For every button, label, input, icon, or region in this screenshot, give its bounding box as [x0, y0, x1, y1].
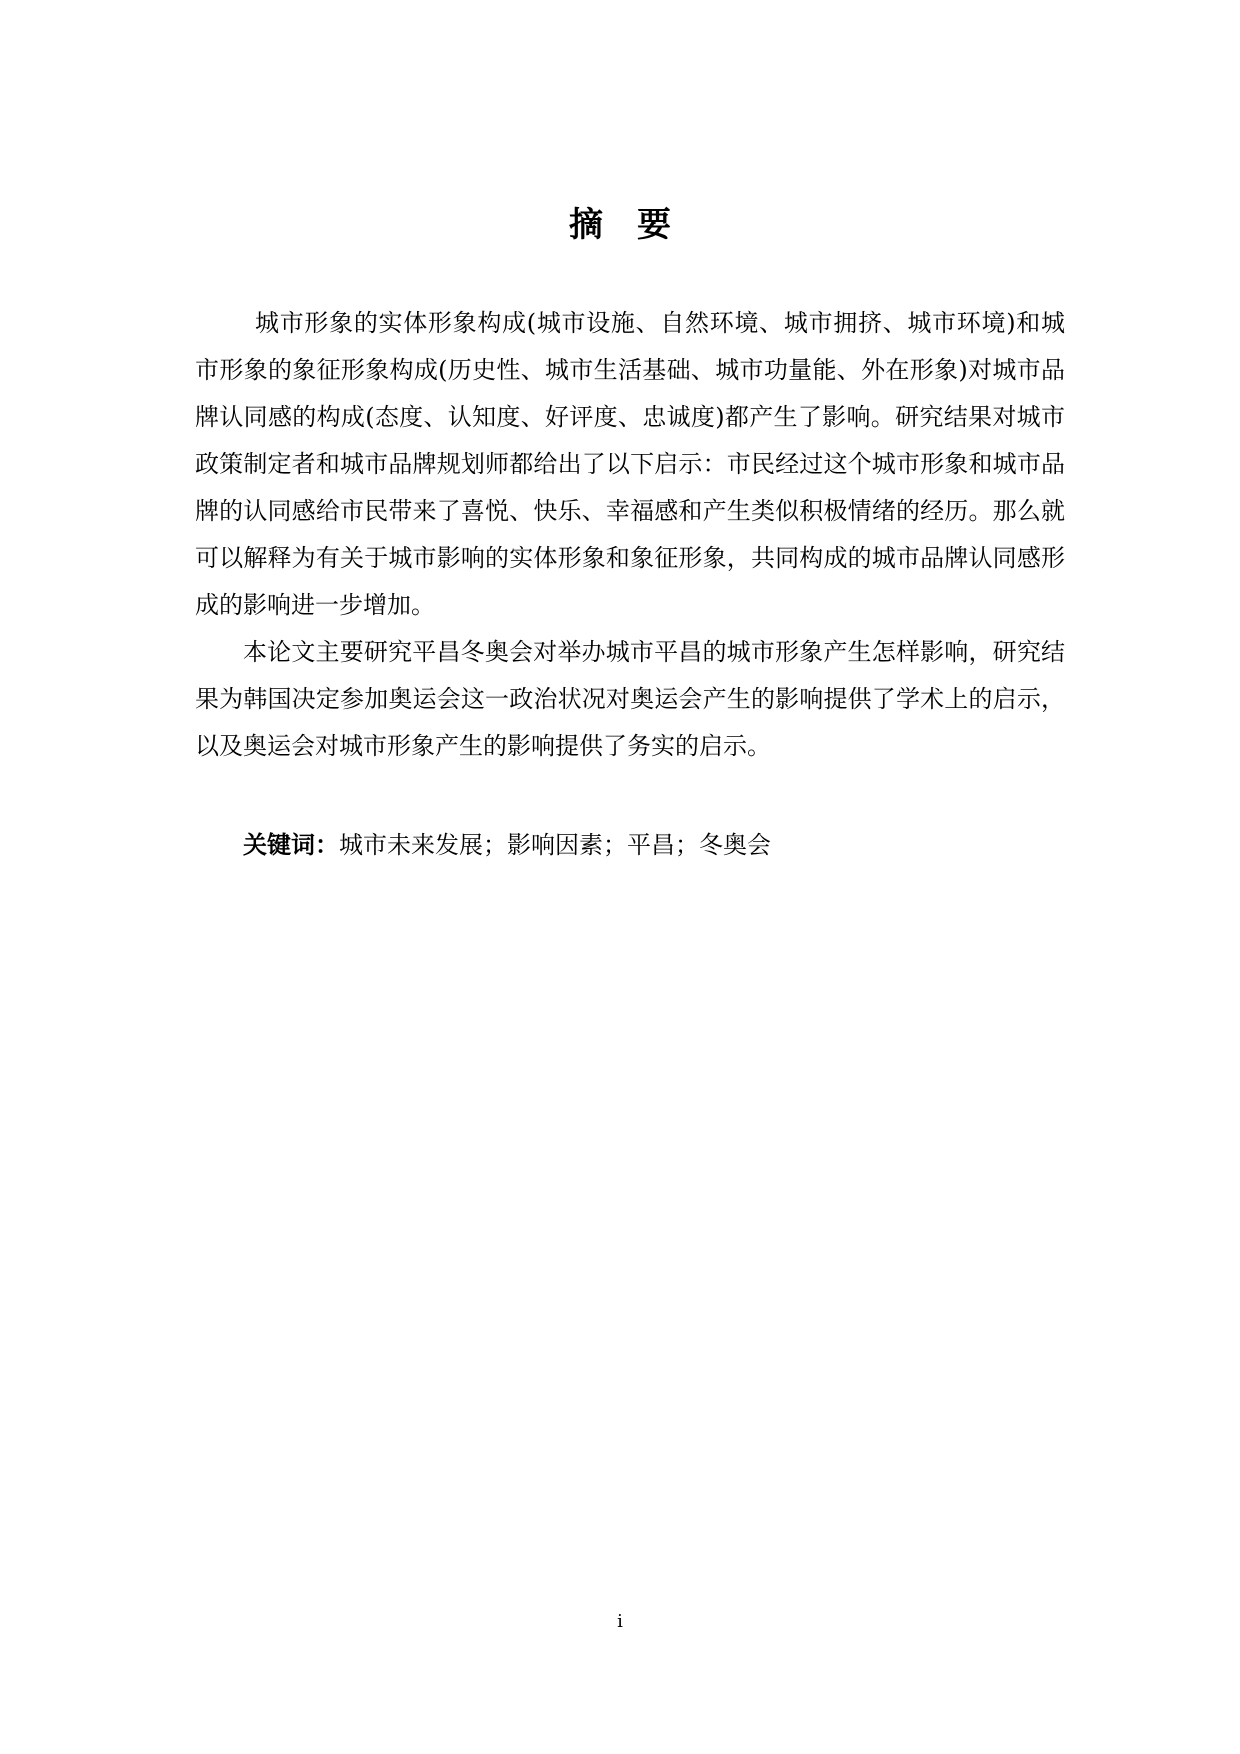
- title-char-2: 要: [637, 205, 671, 245]
- page-title: [0, 200, 1240, 250]
- abstract-body: [195, 300, 1065, 770]
- abstract-paragraph-2: 本论文主要研究平昌冬奥会对举办城市平昌的城市形象产生怎样影响，研究结果为韩国决定参加奥运会这一政治状况对奥运会产生的影响提供了学术上的启示，以及奥运会对城市形象产生的影响提供了务实的启示。: [195, 638, 1065, 760]
- keywords-value: 城市未来发展；影响因素；平昌；冬奥会: [339, 831, 771, 859]
- keywords-label: 关键词：: [243, 831, 339, 859]
- abstract-paragraph-1: 城市形象的实体形象构成(城市设施、自然环境、城市拥挤、城市环境)和城市形象的象征形象构成(历史性、城市生活基础、城市功量能、外在形象)对城市品牌认同感的构成(态度、认知度、好评度、忠诚度)都产生了影响。研究结果对城市政策制定者和城市品牌规划师都给出了以下启示：市民经过这个城市形象和城市品牌的认同感给市民带来了喜悦、快乐、幸福感和产生类似积极情绪的经历。那么就可以解释为有关于城市影响的实体形象和象征形象，共同构成的城市品牌认同感形成的影响进一步增加。: [195, 309, 1065, 619]
- title-char-1: 摘: [569, 205, 603, 245]
- page-number: i: [617, 1611, 623, 1632]
- keywords-line: [243, 825, 771, 865]
